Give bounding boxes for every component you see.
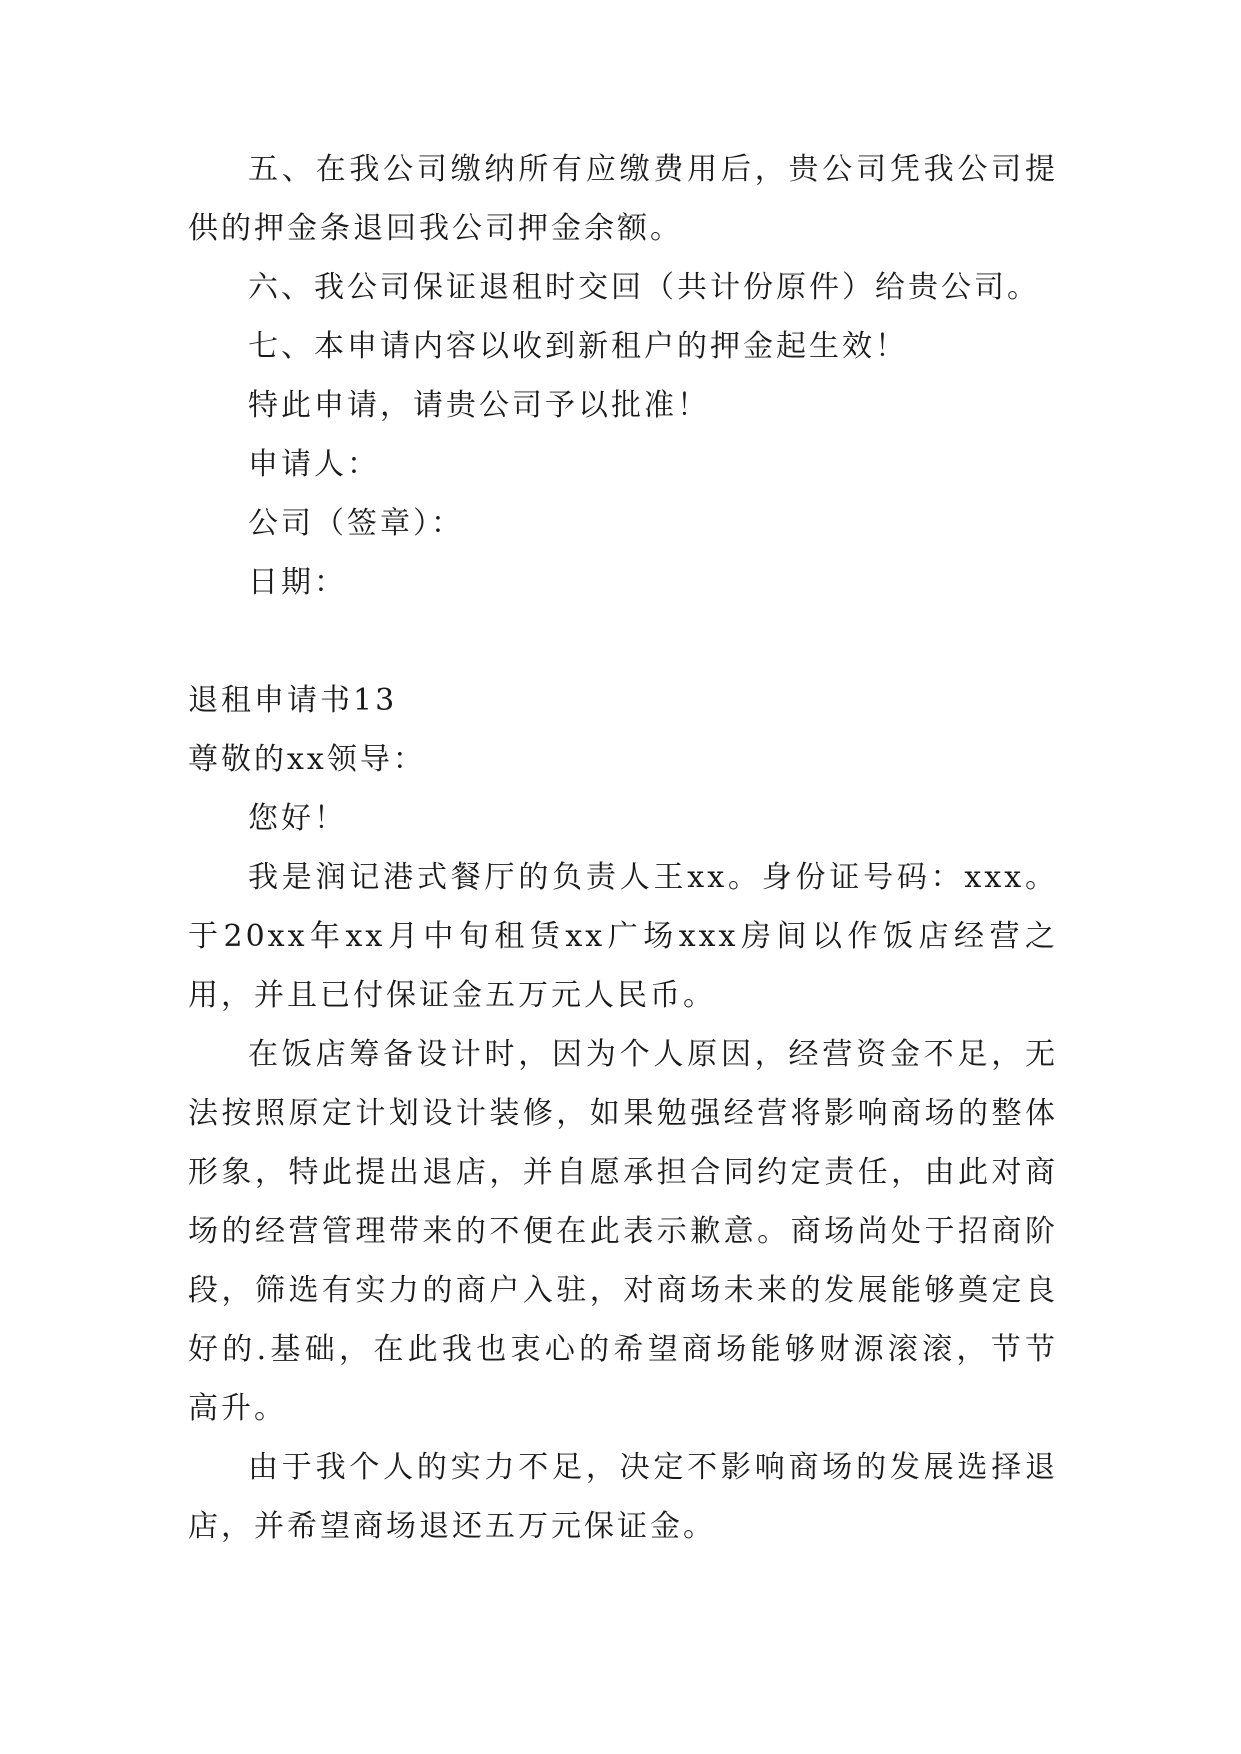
section-title: 退租申请书13 (188, 683, 398, 718)
salutation: 尊敬的xx领导： (188, 742, 426, 777)
date-label: 日期： (248, 565, 347, 600)
applicant-label: 申请人： (248, 447, 380, 482)
greeting: 您好！ (248, 801, 347, 836)
paragraph-1: 我是润记港式餐厅的负责人王xx。身份证号码：xxx。于20xx年xx月中旬租赁xx广场xxx房间以作饭店经营之用，并且已付保证金五万元人民币。 (188, 860, 1058, 1013)
company-seal-label: 公司（签章）： (248, 506, 464, 541)
paragraph-3: 由于我个人的实力不足，决定不影响商场的发展选择退店，并希望商场退还五万元保证金。 (188, 1450, 1058, 1544)
request-statement: 特此申请，请贵公司予以批准！ (248, 388, 710, 423)
clause-7: 七、本申请内容以收到新租户的押金起生效！ (248, 329, 908, 364)
clause-6: 六、我公司保证退租时交回（共计份原件）给贵公司。 (248, 270, 1040, 305)
paragraph-2: 在饭店筹备设计时，因为个人原因，经营资金不足，无法按照原定计划设计装修，如果勉强经营将影响商场的整体形象，特此提出退店，并自愿承担合同约定责任，由此对商场的经营管理带来的不便在此表示歉意。商场尚处于招商阶段，筛选有实力的商户入驻，对商场未来的发展能够奠定良好的.基础，在此我也衷心的希望商场能够财源滚滚，节节高升。 (188, 1037, 1058, 1426)
clause-5: 五、在我公司缴纳所有应缴费用后，贵公司凭我公司提供的押金条退回我公司押金余额。 (188, 152, 1058, 246)
